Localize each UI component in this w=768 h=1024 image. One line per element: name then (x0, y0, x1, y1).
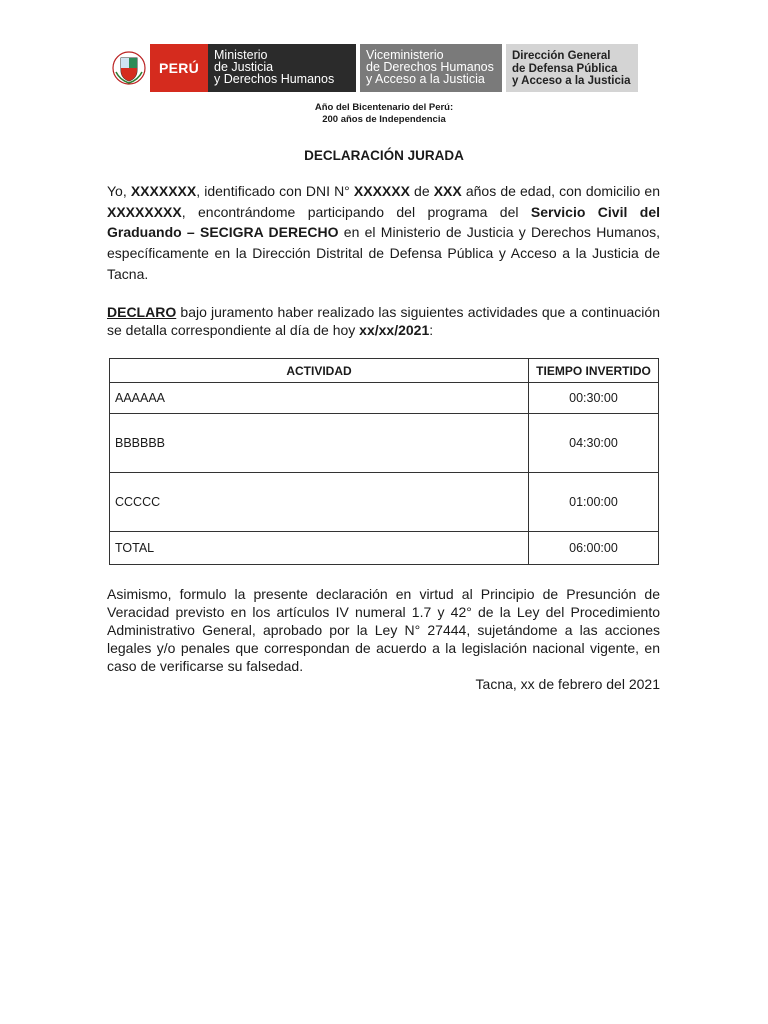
document-title: DECLARACIÓN JURADA (304, 148, 464, 163)
motto-line-2: 200 años de Independencia (322, 114, 446, 125)
table-total-row (110, 532, 659, 565)
declaration-date: xx/xx/2021 (359, 321, 430, 338)
activity-cell: BBBBBB (110, 414, 529, 473)
country-label: PERÚ (150, 44, 208, 92)
total-time: 06:00:00 (529, 532, 659, 565)
table-row (110, 414, 659, 473)
viceministry-name: Viceministerio de Derechos Humanos y Acceso a la Justicia (360, 44, 502, 92)
motto-line-1: Año del Bicentenario del Perú: (314, 102, 454, 113)
table-header-row (110, 359, 659, 383)
activity-cell: AAAAAA (110, 383, 529, 414)
dni-number: XXXXXX (353, 183, 410, 199)
address-value: XXXXXXXX (107, 203, 182, 220)
header-banner (108, 44, 638, 92)
declaration-paragraph: DECLARO bajo juramento haber realizado las siguientes actividades que a continuación se detalla correspondiente al día de hoy xx/xx/2021: (107, 304, 660, 338)
ministry-name: Ministerio de Justicia y Derechos Humanos (208, 44, 356, 92)
closing-paragraph: Asimismo, formulo la presente declaración en virtud al Principio de Presunción de Veracidad previsto en los artículos IV numeral 1.7 y 42° de la Ley del Procedimiento Administrativo General, aprobado por la Ley N° 27444, sujetándome a las acciones legales y/o penales que correspondan de acuerdo a la legislación nacional vigente, en caso de verificarse su falsedad. (107, 586, 660, 674)
header-time: TIEMPO INVERTIDO (529, 359, 659, 383)
declarant-name: XXXXXXX (130, 183, 197, 199)
intro-paragraph: Yo, XXXXXXX, identificado con DNI N° XXXXXX de XXX años de edad, con domicilio en XXXXXXXX, encontrándome participando del programa del Servicio Civil del Graduando – SECIGRA DERECHO en el Ministerio de Justicia y Derechos Humanos, específicamente en la Dirección Distrital de Defensa Pública y Acceso a la Justicia de Tacna. (107, 183, 660, 282)
declaro-keyword: DECLARO (107, 304, 177, 320)
year-motto (0, 102, 768, 126)
time-cell: 00:30:00 (529, 383, 659, 414)
place-date-line: Tacna, xx de febrero del 2021 (475, 676, 660, 692)
program-name: Servicio Civil del Graduando – SECIGRA DERECHO (107, 203, 660, 241)
table-row (110, 473, 659, 532)
total-label: TOTAL (110, 532, 529, 565)
direction-name: Dirección General de Defensa Pública y Acceso a la Justicia (506, 44, 638, 92)
time-cell: 01:00:00 (529, 473, 659, 532)
table-row (110, 383, 659, 414)
activity-cell: CCCCC (110, 473, 529, 532)
header-activity: ACTIVIDAD (110, 359, 529, 383)
age-value: XXX (433, 183, 462, 199)
activities-table (109, 358, 659, 565)
coat-of-arms-icon (108, 44, 150, 92)
time-cell: 04:30:00 (529, 414, 659, 473)
